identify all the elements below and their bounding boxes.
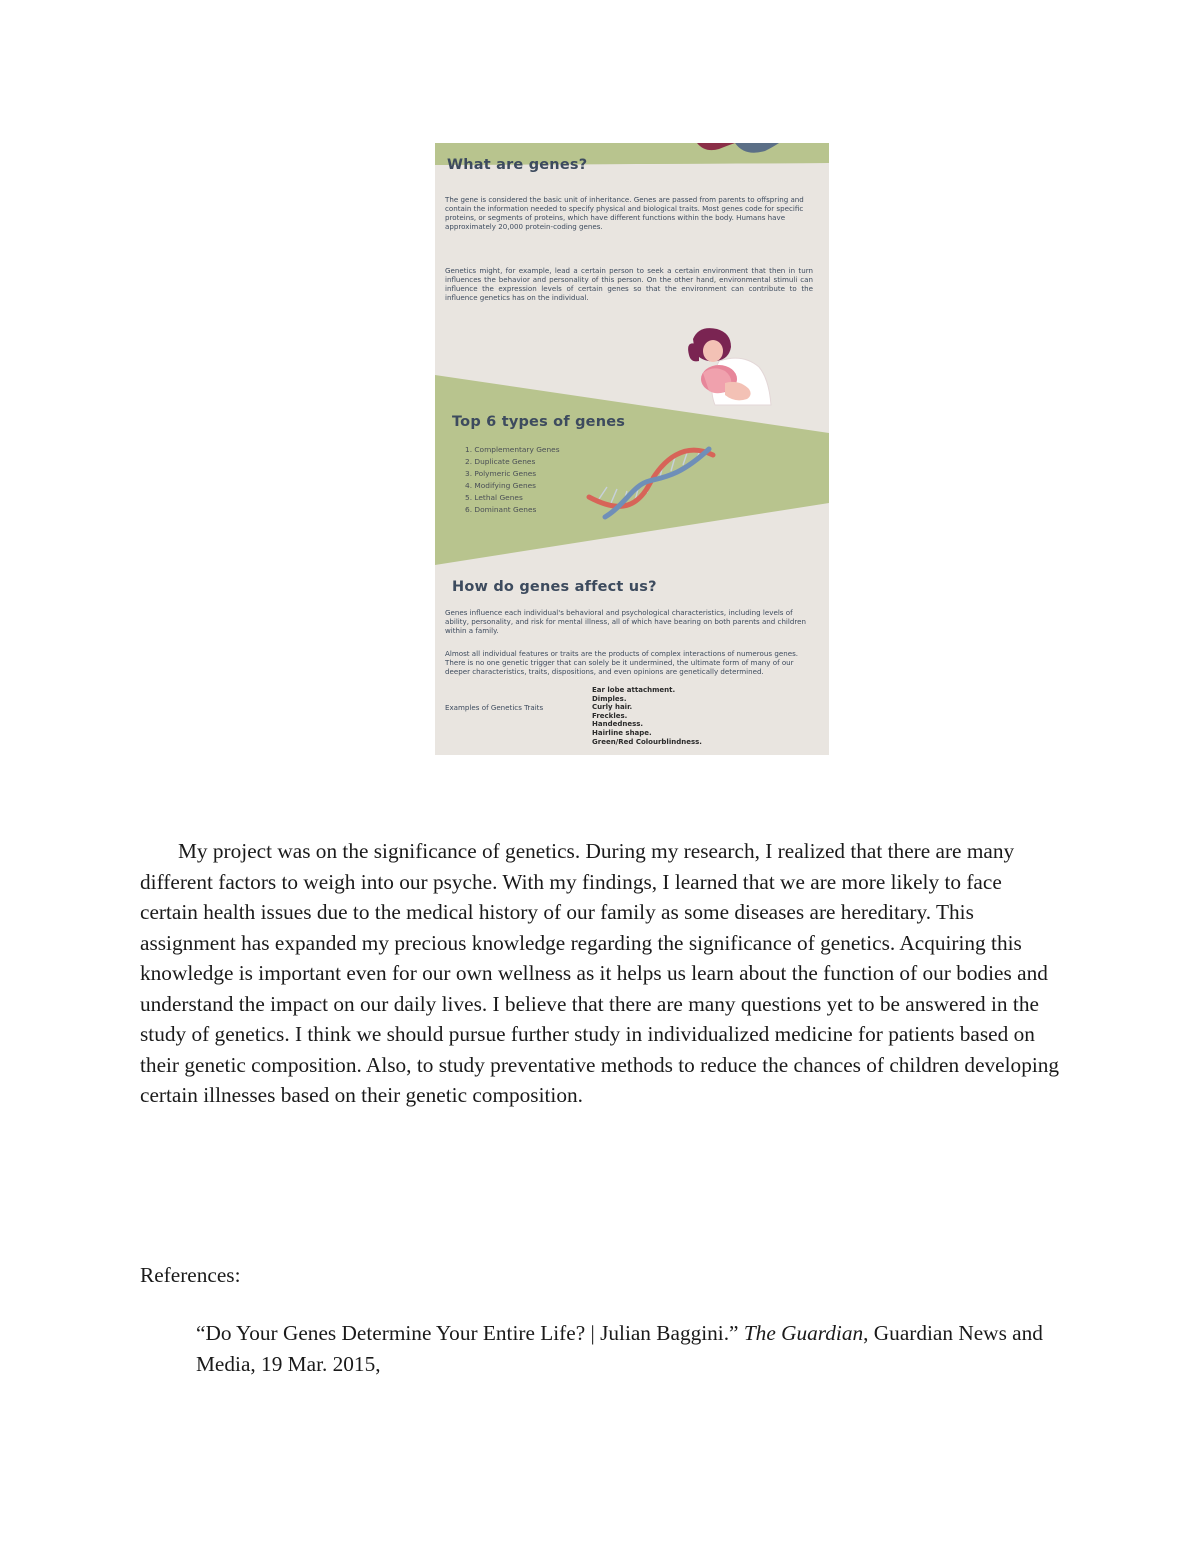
section3-paragraph2: Almost all individual features or traits are the products of complex interactions of numerous genes. There is no one genetic trigger that can solely be it undermined, the ultimate form of many of our deeper characteristics, traits, dispositions, and even opinions are genetically determined.: [445, 649, 799, 677]
reference-title: “Do Your Genes Determine Your Entire Life? | Julian Baggini.”: [196, 1321, 739, 1345]
reference-publication-details: , Guardian News and Media, 19 Mar. 2015,: [196, 1321, 1043, 1376]
essay-paragraph: My project was on the significance of genetics. During my research, I realized that there are many different factors to weigh into our psyche. With my findings, I learned that we are more likely to face certain health issues due to the medical history of our family as some diseases are hereditary. This assignment has expanded my precious knowledge regarding the significance of genetics. Acquiring this knowledge is important even for our own wellness as it helps us learn about the function of our bodies and understand the impact on our daily lives. I believe that there are many questions yet to be answered in the study of genetics. I think we should pursue further study in individualized medicine for patients based on their genetic composition. Also, to study preventative methods to reduce the chances of children developing certain illnesses based on their genetic composition.: [140, 839, 1060, 1107]
trait-item: Dimples.: [592, 694, 627, 703]
mother-and-baby-icon: [679, 321, 799, 413]
trait-item: Green/Red Colourblindness.: [592, 737, 702, 746]
genes-infographic: [435, 143, 829, 755]
gene-type-item: 1. Complementary Genes: [465, 445, 560, 454]
section3-paragraph1: Genes influence each individual's behavioral and psychological characteristics, including levels of ability, personality, and risk for mental illness, all of which have bearing on both parents and children within a family.: [445, 608, 807, 636]
gene-types-list: [465, 444, 560, 517]
trait-item: Handedness.: [592, 720, 644, 729]
section-heading-how-do-genes-affect-us: How do genes affect us?: [452, 579, 657, 595]
trait-item: Curly hair.: [592, 703, 633, 712]
trait-item: Ear lobe attachment.: [592, 686, 676, 694]
references-heading: References:: [140, 1263, 241, 1287]
section1-paragraph1: The gene is considered the basic unit of inheritance. Genes are passed from parents to offspring and contain the information needed to specify physical and biological traits. Most genes code for specific proteins, or segments of proteins, which have different functions within the body. Humans have approximately 20,000 protein-coding genes.: [445, 195, 804, 232]
genetic-traits-list: [592, 686, 702, 746]
dna-helix-icon: [585, 441, 717, 525]
trait-item: Freckles.: [592, 711, 628, 720]
gene-type-item: 3. Polymeric Genes: [465, 469, 537, 479]
reference-source: The Guardian: [743, 1321, 864, 1345]
trait-item: Hairline shape.: [592, 728, 652, 737]
gene-type-item: 5. Lethal Genes: [465, 493, 523, 503]
section1-paragraph2: Genetics might, for example, lead a certain person to seek a certain environment that then in turn influences the behavior and personality of this person. On the other hand, environmental stimuli can influence the expression levels of certain genes so that the environment can contribute to the influence genetics has on the individual.: [445, 266, 813, 303]
gene-type-item: 2. Duplicate Genes: [465, 457, 536, 467]
genetic-traits-label: Examples of Genetics Traits: [445, 703, 544, 712]
gene-type-item: 6. Dominant Genes: [465, 505, 537, 515]
gene-type-item: 4. Modifying Genes: [465, 481, 537, 491]
section-heading-top-6-types: Top 6 types of genes: [452, 414, 626, 430]
section-heading-what-are-genes: What are genes?: [447, 157, 588, 173]
reference-entry: [196, 1318, 1066, 1379]
